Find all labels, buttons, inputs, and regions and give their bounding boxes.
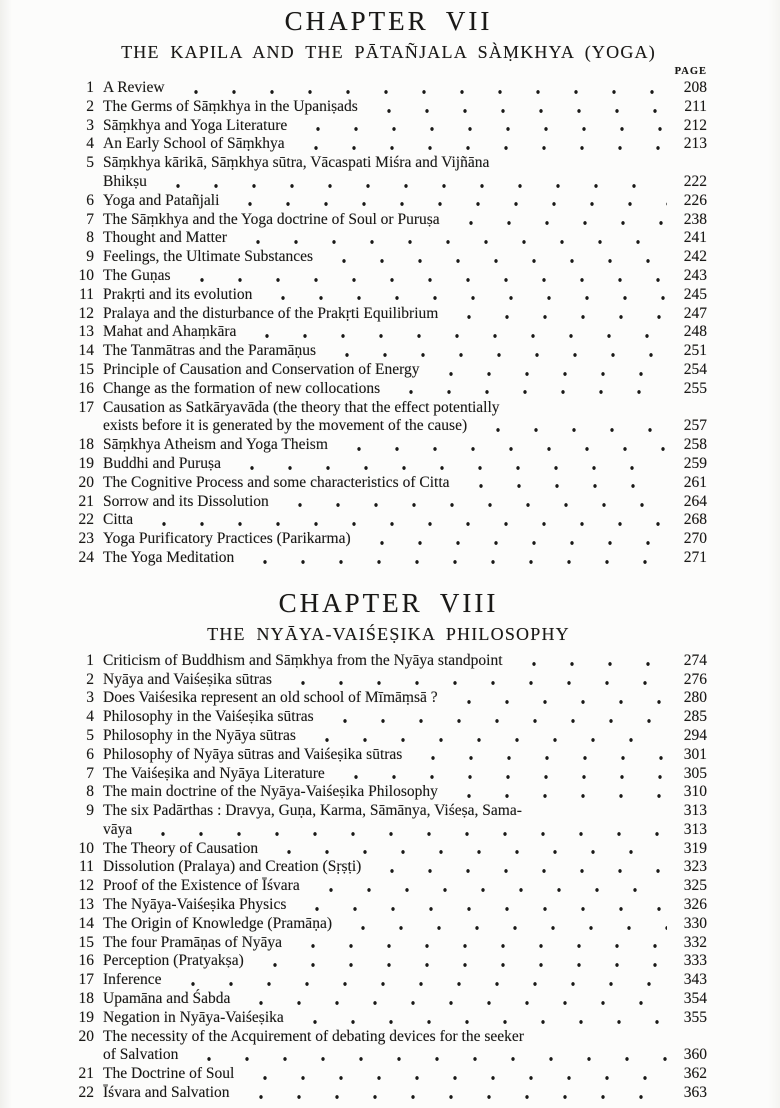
entry-title: Citta <box>103 511 134 529</box>
entry-page-number: 313 <box>683 802 707 820</box>
toc-entry-row <box>70 934 707 953</box>
entry-page-number: 330 <box>683 914 707 932</box>
entry-title: Īśvara and Salvation <box>103 1084 230 1102</box>
toc-entry-row <box>70 708 707 727</box>
dot-leader <box>530 802 667 821</box>
entry-number: 5 <box>86 154 94 172</box>
entry-number: 12 <box>78 304 94 322</box>
entry-page-number: 238 <box>683 210 707 228</box>
dot-leader <box>295 117 667 136</box>
entry-title: Proof of the Existence of Īśvara <box>103 877 300 895</box>
entry-title: Thought and Matter <box>103 229 227 247</box>
entry-title: Perception (Pratyakṣa) <box>103 952 244 970</box>
toc-entry-row <box>70 530 707 549</box>
entry-title: The Yoga Meditation <box>103 548 235 566</box>
entry-page-number: 333 <box>683 952 707 970</box>
toc-entry-row <box>70 436 707 455</box>
entry-title: Upamāna and Śabda <box>103 990 231 1008</box>
entry-title: Sāṃkhya kārikā, Sāṃkhya sūtra, Vācaspati Miśra and Vijñāna <box>103 154 490 172</box>
entry-title: The Vaiśeṣika and Nyāya Literature <box>103 764 325 782</box>
toc-entry-row <box>70 267 707 286</box>
toc-entry-row <box>70 511 707 530</box>
entry-page-number: 212 <box>683 116 707 134</box>
entry-page-number: 310 <box>683 783 707 801</box>
entry-number: 6 <box>86 745 94 763</box>
dot-leader <box>359 530 667 549</box>
entry-page-number: 294 <box>683 726 707 744</box>
entry-page-number: 243 <box>683 266 707 284</box>
entry-page-number: 257 <box>683 417 707 435</box>
entry-title: The Guṇas <box>103 266 171 284</box>
entry-title: The Cognitive Process and some characteristics of Citta <box>103 473 450 491</box>
dot-leader <box>235 229 667 248</box>
dot-leader <box>448 211 667 230</box>
dot-leader <box>173 79 667 98</box>
dot-leader <box>277 493 667 512</box>
chapter-subtitle: THE KAPILA AND THE PĀTAÑJALA SÀṂKHYA (YOGA) <box>121 42 656 62</box>
dot-leader <box>140 821 667 840</box>
toc-entry-row <box>70 455 707 474</box>
entry-number: 23 <box>78 530 94 548</box>
entry-title: Feelings, the Ultimate Substances <box>103 248 314 266</box>
entry-number: 17 <box>78 971 94 989</box>
toc-entry-row <box>70 229 707 248</box>
toc-entry-row <box>70 858 707 877</box>
entry-number: 18 <box>78 436 94 454</box>
dot-leader <box>260 286 667 305</box>
dot-leader <box>446 689 667 708</box>
toc-entry-row <box>70 689 707 708</box>
entry-number: 16 <box>78 379 94 397</box>
entry-title: The Tanmātras and the Paramāṇus <box>103 342 316 360</box>
entry-number: 19 <box>78 1008 94 1026</box>
dot-leader <box>324 342 667 361</box>
entry-number: 18 <box>78 990 94 1008</box>
entry-number: 2 <box>86 97 94 115</box>
entry-page-number: 211 <box>684 97 707 115</box>
dot-leader <box>242 1065 667 1084</box>
toc-entry-row <box>70 399 707 418</box>
toc-entry-row <box>70 79 707 98</box>
toc-entry-row <box>70 173 707 192</box>
toc-entry-row <box>70 305 707 324</box>
entry-title: Philosophy in the Vaiśeṣika sūtras <box>103 708 314 726</box>
entry-number: 10 <box>78 839 94 857</box>
dot-leader <box>266 840 667 859</box>
entry-page-number: 326 <box>683 896 707 914</box>
entry-number: 7 <box>86 210 94 228</box>
entry-number: 5 <box>86 726 94 744</box>
chapter-title: CHAPTER VIII <box>278 587 499 618</box>
entry-number: 9 <box>86 248 94 266</box>
dot-leader <box>294 896 667 915</box>
entry-title: Dissolution (Pralaya) and Creation (Sṛṣṭi) <box>103 858 362 876</box>
entry-title: Principle of Causation and Conservation of Energy <box>103 360 420 378</box>
entry-number: 24 <box>78 548 94 566</box>
entry-number: 3 <box>86 689 94 707</box>
toc-entry-row <box>70 746 707 765</box>
entry-page-number: 258 <box>683 436 707 454</box>
entry-title: of Salvation <box>103 1046 179 1064</box>
toc-entry-row <box>70 1046 707 1065</box>
toc-entry-row <box>70 952 707 971</box>
dot-leader <box>369 858 667 877</box>
entry-title: The Theory of Causation <box>103 839 259 857</box>
entry-page-number: 251 <box>683 342 707 360</box>
toc-entry-row <box>70 1084 707 1103</box>
entry-page-number: 323 <box>683 858 707 876</box>
entry-page-number: 271 <box>683 548 707 566</box>
entry-title: A Review <box>103 79 165 96</box>
entry-title: Criticism of Buddhism and Sāṃkhya from the Nyāya standpoint <box>103 651 503 669</box>
toc-entry-row <box>70 117 707 136</box>
entry-title: Nyāya and Vaiśeṣika sūtras <box>103 670 272 688</box>
entry-title: The main doctrine of the Nyāya-Vaiśeṣika Philosophy <box>103 783 438 801</box>
entry-number: 1 <box>86 79 94 96</box>
entry-page-number: 226 <box>683 191 707 209</box>
entry-number: 12 <box>78 877 94 895</box>
chapter-entries <box>70 652 707 1103</box>
toc-entry-row <box>70 802 707 821</box>
entry-title: The six Padārthas : Dravya, Guṇa, Karma, Sāmānya, Viśeṣa, Sama- <box>103 802 522 820</box>
entry-page-number: 332 <box>683 933 707 951</box>
entry-page-number: 325 <box>683 877 707 895</box>
chapter-vii-section <box>70 8 707 568</box>
toc-entry-row <box>70 727 707 746</box>
toc-entry-row <box>70 821 707 840</box>
entry-title: Mahat and Ahaṃkāra <box>103 323 237 341</box>
toc-entry-row <box>70 765 707 784</box>
entry-title: Causation as Satkāryavāda (the theory that the effect potentially <box>103 398 500 416</box>
entry-number: 4 <box>86 135 94 153</box>
entry-title: The Nyāya-Vaiśeṣika Physics <box>103 896 287 914</box>
dot-leader <box>292 1009 667 1028</box>
entry-page-number: 254 <box>683 360 707 378</box>
entry-page-number: 276 <box>683 670 707 688</box>
entry-title: Prakṛti and its evolution <box>103 285 253 303</box>
toc-entry-row <box>70 342 707 361</box>
entry-page-number: 360 <box>683 1046 707 1064</box>
entry-title: An Early School of Sāṃkhya <box>103 135 285 153</box>
toc-entry-row <box>70 154 707 173</box>
dot-leader <box>333 765 667 784</box>
dot-leader <box>336 436 667 455</box>
entry-page-number: 354 <box>683 990 707 1008</box>
toc-entry-row <box>70 971 707 990</box>
entry-page-number: 319 <box>683 839 707 857</box>
entry-number: 21 <box>78 492 94 510</box>
toc-entry-row <box>70 211 707 230</box>
entry-number: 15 <box>78 360 94 378</box>
entry-number: 22 <box>78 1084 94 1102</box>
entry-number: 13 <box>78 323 94 341</box>
chapter-viii-section <box>70 587 707 1103</box>
entry-title: The four Pramāṇas of Nyāya <box>103 933 283 951</box>
entry-number: 8 <box>86 229 94 247</box>
dot-leader <box>497 154 667 173</box>
dot-leader <box>532 1028 667 1047</box>
entry-page-number: 301 <box>683 745 707 763</box>
dot-leader <box>458 474 667 493</box>
entry-title: Pralaya and the disturbance of the Prakṛti Equilibrium <box>103 304 439 322</box>
dot-leader <box>388 380 667 399</box>
entry-page-number: 274 <box>683 651 707 669</box>
entry-number: 20 <box>78 473 94 491</box>
toc-entry-row <box>70 286 707 305</box>
entry-page-number: 241 <box>683 229 707 247</box>
toc-entry-row <box>70 323 707 342</box>
entry-number: 11 <box>79 285 94 303</box>
entry-number: 14 <box>78 342 94 360</box>
toc-entry-row <box>70 417 707 436</box>
entry-page-number: 242 <box>683 248 707 266</box>
dot-leader <box>410 746 667 765</box>
dot-leader <box>238 1084 667 1103</box>
entry-title: Philosophy of Nyāya sūtras and Vaiśeṣika sūtras <box>103 745 403 763</box>
entry-title: The Doctrine of Soul <box>103 1065 235 1083</box>
dot-leader <box>293 135 667 154</box>
dot-leader <box>186 1046 667 1065</box>
dot-leader <box>141 511 667 530</box>
entry-title: The Sāṃkhya and the Yoga doctrine of Soul or Puruṣa <box>103 210 440 228</box>
entry-title: Yoga Purificatory Practices (Parikarma) <box>103 530 351 548</box>
toc-entry-row <box>70 652 707 671</box>
toc-entry-row <box>70 135 707 154</box>
dot-leader <box>290 934 667 953</box>
entry-page-number: 261 <box>683 473 707 491</box>
entry-page-number: 305 <box>683 764 707 782</box>
entry-title: The Germs of Sāṃkhya in the Upaniṣads <box>103 97 358 115</box>
entry-title: Bhikṣu <box>103 172 147 190</box>
entry-title: Buddhi and Puruṣa <box>103 454 221 472</box>
entry-number: 20 <box>78 1027 94 1045</box>
dot-leader <box>170 971 667 990</box>
dot-leader <box>280 671 667 690</box>
entry-number: 2 <box>86 670 94 688</box>
entry-title: Philosophy in the Nyāya sūtras <box>103 726 296 744</box>
entry-page-number: 255 <box>683 379 707 397</box>
chapter-entries <box>70 79 707 568</box>
toc-entry-row <box>70 474 707 493</box>
entry-title: Inference <box>103 971 162 989</box>
dot-leader <box>366 98 667 117</box>
chapter-subtitle: THE NYĀYA-VAIŚEṢIKA PHILOSOPHY <box>207 623 570 644</box>
entry-number: 3 <box>86 116 94 134</box>
toc-entry-row <box>70 1009 707 1028</box>
entry-number: 8 <box>86 783 94 801</box>
toc-entry-row <box>70 549 707 568</box>
toc-entry-row <box>70 1065 707 1084</box>
entry-number: 21 <box>78 1065 94 1083</box>
toc-entry-row <box>70 1028 707 1047</box>
toc-entry-row <box>70 896 707 915</box>
toc-entry-row <box>70 98 707 117</box>
dot-leader <box>304 727 667 746</box>
toc-entry-row <box>70 840 707 859</box>
entry-number: 17 <box>78 398 94 416</box>
entry-number: 9 <box>86 802 94 820</box>
entry-page-number: 343 <box>683 971 707 989</box>
entry-page-number: 285 <box>683 708 707 726</box>
dot-leader <box>446 783 667 802</box>
toc-entry-row <box>70 671 707 690</box>
entry-page-number: 280 <box>683 689 707 707</box>
entry-page-number: 222 <box>683 172 707 190</box>
dot-leader <box>155 173 667 192</box>
entry-page-number: 213 <box>683 135 707 153</box>
entry-page-number: 270 <box>683 530 707 548</box>
dot-leader <box>446 305 667 324</box>
entry-title: The necessity of the Acquirement of debating devices for the seeker <box>103 1027 524 1045</box>
entry-number: 11 <box>79 858 94 876</box>
entry-number: 4 <box>86 708 94 726</box>
dot-leader <box>244 323 667 342</box>
entry-number: 1 <box>86 651 94 669</box>
entry-page-number: 247 <box>683 304 707 322</box>
dot-leader <box>508 399 667 418</box>
entry-title: Change as the formation of new collocations <box>103 379 381 397</box>
entry-page-number: 245 <box>683 285 707 303</box>
entry-number: 13 <box>78 896 94 914</box>
entry-page-number: 268 <box>683 511 707 529</box>
dot-leader <box>475 417 667 436</box>
toc-entry-row <box>70 248 707 267</box>
entry-title: Yoga and Patañjali <box>103 191 220 209</box>
entry-page-number: 363 <box>683 1084 707 1102</box>
entry-title: The Origin of Knowledge (Pramāṇa) <box>103 914 332 932</box>
toc-entry-row <box>70 380 707 399</box>
entry-number: 14 <box>78 914 94 932</box>
entry-page-number: 259 <box>683 454 707 472</box>
dot-leader <box>227 192 667 211</box>
entry-title: exists before it is generated by the movement of the cause) <box>103 417 468 435</box>
dot-leader <box>229 455 667 474</box>
entry-number: 10 <box>78 266 94 284</box>
toc-entry-row <box>70 361 707 380</box>
entry-title: Negation in Nyāya-Vaiśeṣika <box>103 1008 284 1026</box>
toc-entry-row <box>70 493 707 512</box>
toc-entry-row <box>70 990 707 1009</box>
dot-leader <box>308 877 667 896</box>
entry-number: 22 <box>78 511 94 529</box>
entry-title: Sāṃkhya Atheism and Yoga Theism <box>103 436 328 454</box>
entry-title: Does Vaiśesika represent an old school of Mīmāṃsā ? <box>103 689 438 707</box>
dot-leader <box>340 915 667 934</box>
entry-page-number: 264 <box>683 492 707 510</box>
dot-leader <box>252 952 667 971</box>
entry-page-number: 355 <box>683 1008 707 1026</box>
dot-leader <box>242 549 667 568</box>
entry-number: 15 <box>78 933 94 951</box>
entry-title: vāya <box>103 820 133 838</box>
dot-leader <box>321 248 667 267</box>
entry-number: 16 <box>78 952 94 970</box>
entry-page-number: 248 <box>683 323 707 341</box>
dot-leader <box>511 652 667 671</box>
entry-number: 6 <box>86 191 94 209</box>
entry-number: 19 <box>78 454 94 472</box>
dot-leader <box>322 708 667 727</box>
toc-entry-row <box>70 915 707 934</box>
entry-title: Sorrow and its Dissolution <box>103 492 269 510</box>
chapter-title: CHAPTER VII <box>284 6 493 36</box>
dot-leader <box>179 267 667 286</box>
entry-title: Sāṃkhya and Yoga Literature <box>103 116 288 134</box>
toc-entry-row <box>70 783 707 802</box>
toc-entry-row <box>70 192 707 211</box>
dot-leader <box>238 990 667 1009</box>
page-column-label: PAGE <box>674 66 707 77</box>
entry-number: 7 <box>86 764 94 782</box>
toc-entry-row <box>70 877 707 896</box>
entry-page-number: 313 <box>683 820 707 838</box>
entry-page-number: 208 <box>683 79 707 96</box>
entry-page-number: 362 <box>683 1065 707 1083</box>
dot-leader <box>428 361 667 380</box>
